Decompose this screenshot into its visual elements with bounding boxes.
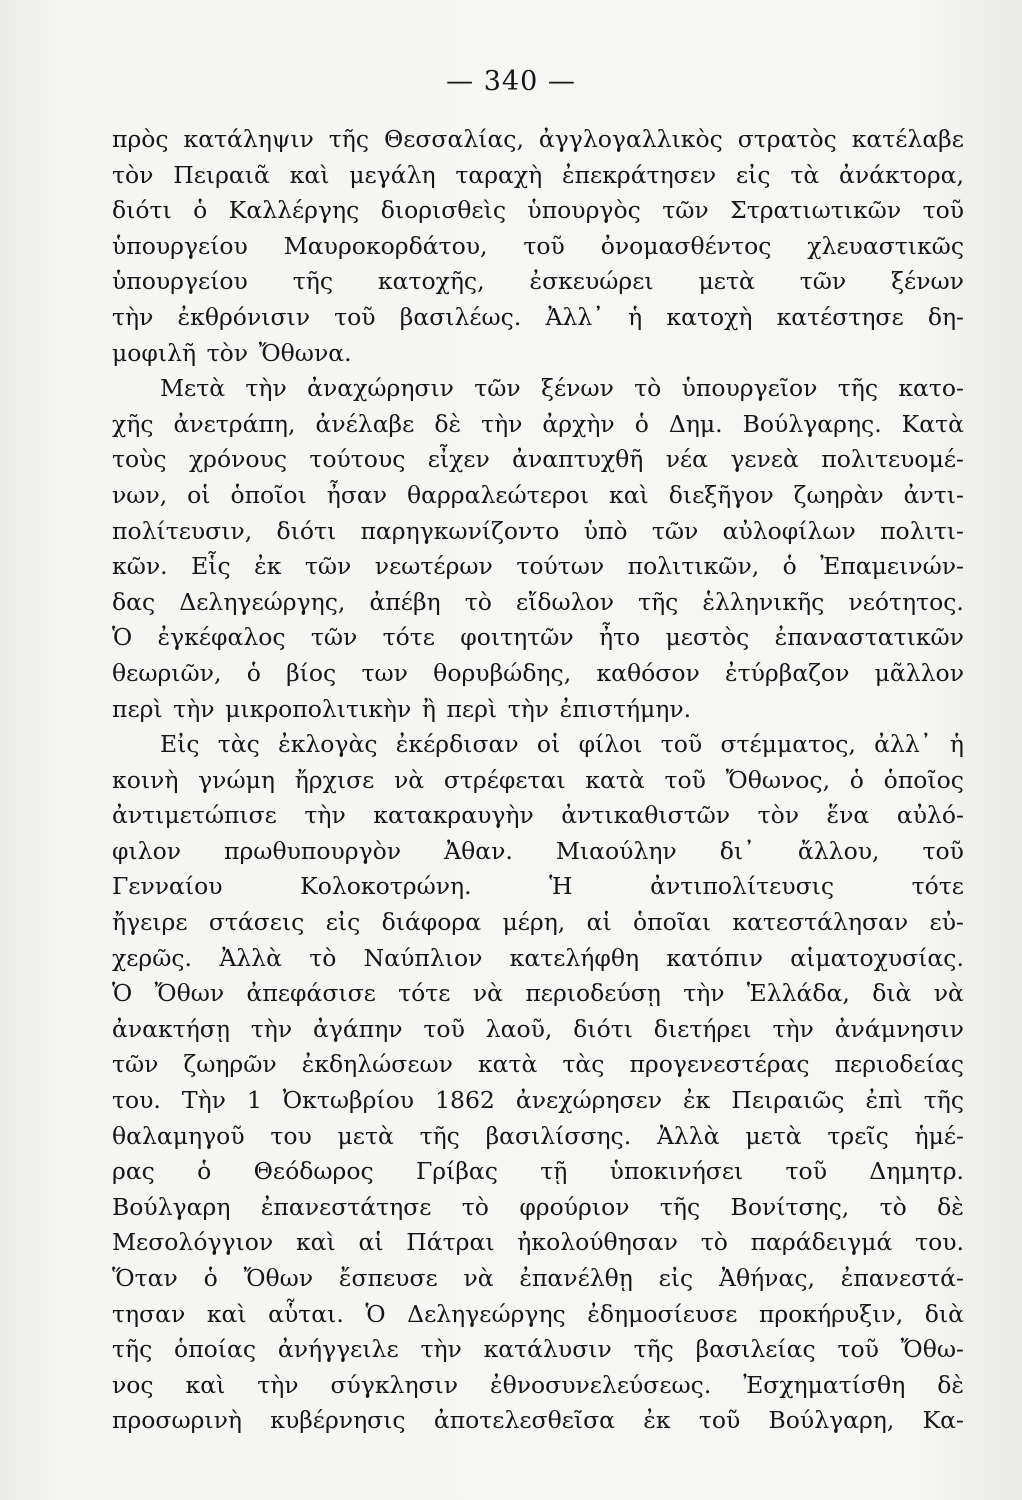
text-line: τὴν ἐκθρόνισιν τοῦ βασιλέως. Ἀλλ᾽ ἡ κατοχὴ κατέστησε δη- xyxy=(112,302,964,331)
text-line: Ὅταν ὁ Ὄθων ἔσπευσε νὰ ἐπανέλθῃ εἰς Ἀθήνας, ἐπανεστά- xyxy=(112,1264,964,1292)
text-line: διότι ὁ Καλλέργης διορισθεὶς ὑπουργὸς τῶν Στρατιωτικῶν τοῦ xyxy=(112,196,964,225)
text-line: ρας ὁ Θεόδωρος Γρίβας τῇ ὑποκινήσει τοῦ Δημητρ. xyxy=(112,1157,964,1186)
text-line: τὸν Πειραιᾶ καὶ μεγάλη ταραχὴ ἐπεκράτησεν εἰς τὰ ἀνάκτορα, xyxy=(112,160,964,189)
text-line: θαλαμηγοῦ του μετὰ τῆς βασιλίσσης. Ἀλλὰ μετὰ τρεῖς ἡμέ- xyxy=(112,1121,964,1150)
text-line: ἤγειρε στάσεις εἰς διάφορα μέρη, αἱ ὁποῖαι κατεστάλησαν εὐ- xyxy=(112,908,964,937)
text-line: περὶ τὴν μικροπολιτικὴν ἢ περὶ τὴν ἐπιστήμην. xyxy=(112,694,692,723)
text-line: ἀνακτήσῃ τὴν ἀγάπην τοῦ λαοῦ, διότι διετήρει τὴν ἀνάμνησιν xyxy=(112,1014,964,1043)
text-line: Μετὰ τὴν ἀναχώρησιν τῶν ξένων τὸ ὑπουργεῖον τῆς κατο- xyxy=(160,374,964,403)
text-line: τῶν ζωηρῶν ἐκδηλώσεων κατὰ τὰς προγενεστέρας περιοδείας xyxy=(112,1050,964,1079)
text-line: Ὁ ἐγκέφαλος τῶν τότε φοιτητῶν ἦτο μεστὸς ἐπαναστατικῶν xyxy=(112,623,964,652)
text-line: δας Δεληγεώργης, ἀπέβη τὸ εἴδωλον τῆς ἑλληνικῆς νεότητος. xyxy=(112,587,964,616)
text-line: ὑπουργείου Μαυροκορδάτου, τοῦ ὀνομασθέντος χλευαστικῶς xyxy=(112,231,964,260)
text-line: χῆς ἀνετράπη, ἀνέλαβε δὲ τὴν ἀρχὴν ὁ Δημ. Βούλγαρης. Κατὰ xyxy=(112,409,964,438)
text-line: τησαν καὶ αὗται. Ὁ Δεληγεώργης ἐδημοσίευσε προκήρυξιν, διὰ xyxy=(112,1299,964,1328)
page-number: — 340 — xyxy=(446,66,576,97)
body-text xyxy=(112,122,964,1439)
text-line: νος καὶ τὴν σύγκλησιν ἐθνοσυνελεύσεως. Ἐσχηματίσθη δὲ xyxy=(112,1370,964,1399)
text-line: Εἰς τὰς ἐκλογὰς ἐκέρδισαν οἱ φίλοι τοῦ στέμματος, ἀλλ᾽ ἡ xyxy=(160,730,964,759)
text-line: κῶν. Εἷς ἐκ τῶν νεωτέρων τούτων πολιτικῶν, ὁ Ἐπαμεινών- xyxy=(112,552,964,581)
text-line: τοὺς χρόνους τούτους εἶχεν ἀναπτυχθῆ νέα γενεὰ πολιτευομέ- xyxy=(112,445,964,474)
text-line: Ὁ Ὄθων ἀπεφάσισε τότε νὰ περιοδεύσῃ τὴν Ἑλλάδα, διὰ νὰ xyxy=(112,979,964,1008)
text-line: Γενναίου Κολοκοτρώνη. Ἡ ἀντιπολίτευσις τότε xyxy=(112,872,964,901)
text-line: νων, οἱ ὁποῖοι ἦσαν θαρραλεώτεροι καὶ διεξῆγον ζωηρὰν ἀντι- xyxy=(112,480,964,509)
text-line: κοινὴ γνώμη ἤρχισε νὰ στρέφεται κατὰ τοῦ Ὄθωνος, ὁ ὁποῖος xyxy=(112,765,964,794)
text-line: Βούλγαρη ἐπανεστάτησε τὸ φρούριον τῆς Βονίτσης, τὸ δὲ xyxy=(112,1192,964,1221)
text-line: θεωριῶν, ὁ βίος των θορυβώδης, καθόσον ἐτύρβαζον μᾶλλον xyxy=(112,658,964,687)
text-line: φιλον πρωθυπουργὸν Ἀθαν. Μιαούλην δι᾽ ἄλλου, τοῦ xyxy=(112,836,964,865)
text-line: τῆς ὁποίας ἀνήγγειλε τὴν κατάλυσιν τῆς βασιλείας τοῦ Ὄθω- xyxy=(112,1335,964,1364)
text-line: Μεσολόγγιον καὶ αἱ Πάτραι ἠκολούθησαν τὸ παράδειγμά του. xyxy=(112,1228,964,1257)
text-line: ἀντιμετώπισε τὴν κατακραυγὴν ἀντικαθιστῶν τὸν ἕνα αὐλό- xyxy=(112,801,964,830)
text-line: πρὸς κατάληψιν τῆς Θεσσαλίας, ἀγγλογαλλικὸς στρατὸς κατέλαβε xyxy=(112,125,964,153)
text-line: προσωρινὴ κυβέρνησις ἀποτελεσθεῖσα ἐκ τοῦ Βούλγαρη, Κα- xyxy=(112,1406,964,1435)
text-line: μοφιλῆ τὸν Ὄθωνα. xyxy=(112,338,352,367)
text-line: ὑπουργείου τῆς κατοχῆς, ἐσκευώρει μετὰ τῶν ξένων xyxy=(112,267,964,296)
text-line: του. Τὴν 1 Ὀκτωβρίου 1862 ἀνεχώρησεν ἐκ Πειραιῶς ἐπὶ τῆς xyxy=(112,1086,964,1115)
text-line: χερῶς. Ἀλλὰ τὸ Ναύπλιον κατελήφθη κατόπιν αἱματοχυσίας. xyxy=(112,943,964,972)
text-line: πολίτευσιν, διότι παρηγκωνίζοντο ὑπὸ τῶν αὐλοφίλων πολιτι- xyxy=(112,516,964,545)
